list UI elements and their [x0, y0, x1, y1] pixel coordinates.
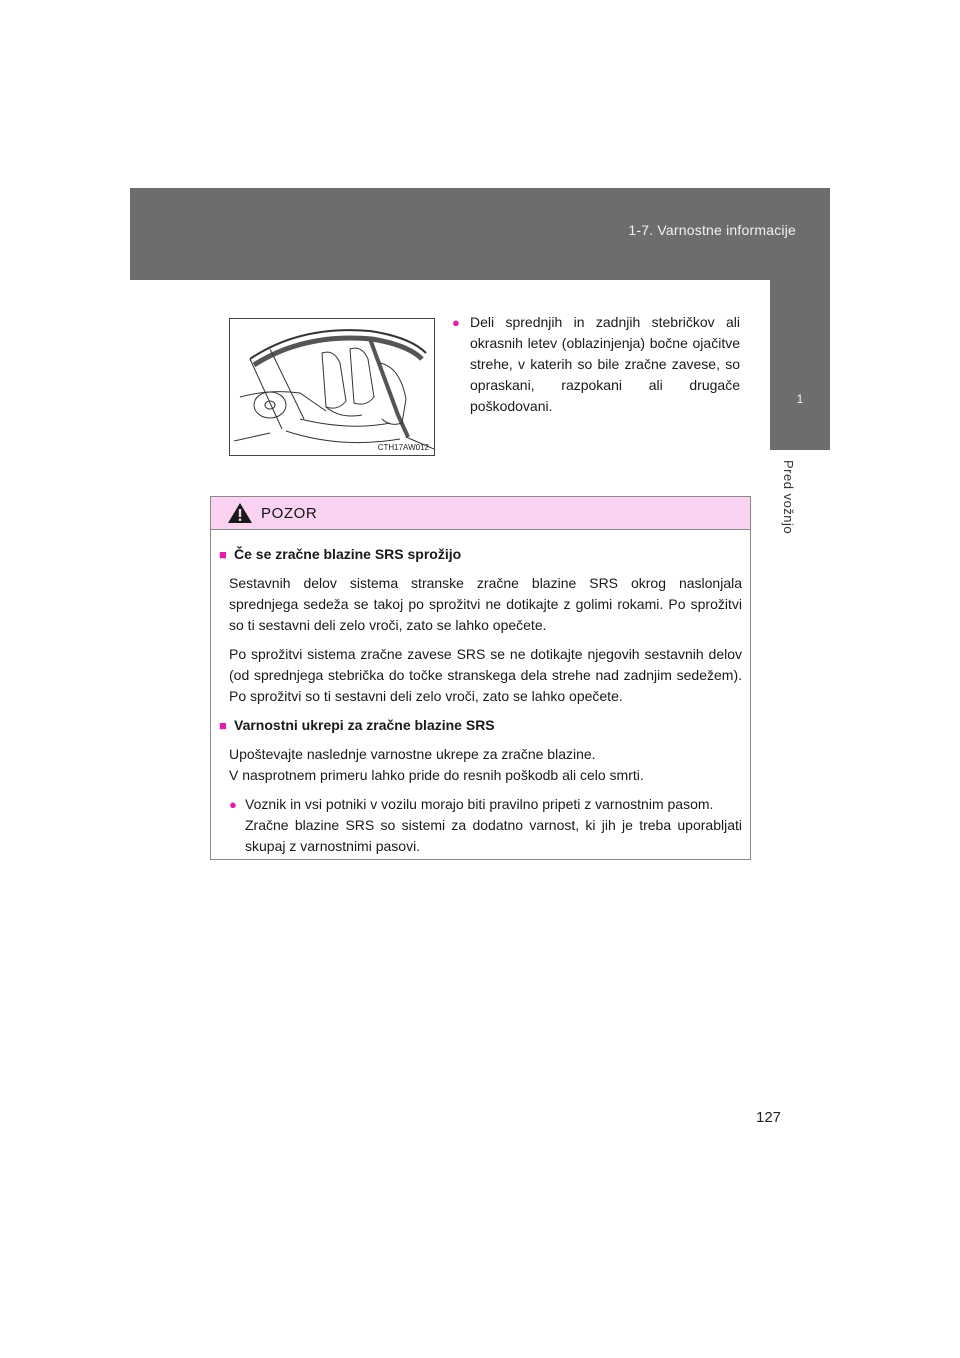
section2-intro-line1: Upoštevajte naslednje varnostne ukrepe za zračne blazine. — [229, 746, 596, 762]
section2-bullet — [229, 794, 742, 857]
car-interior-illustration — [229, 318, 435, 456]
section2-intro — [229, 744, 742, 786]
page-number: 127 — [756, 1109, 782, 1126]
warning-title: POZOR — [261, 504, 318, 522]
figure-code: CTH17AW012 — [377, 443, 429, 452]
section2-bullet-line1: Voznik in vsi potniki v vozilu morajo biti pravilno pripeti z varnostnim pasom. — [245, 796, 714, 812]
bullet-dot-icon: ● — [452, 315, 460, 330]
section2-intro-line2: V nasprotnem primeru lahko pride do resnih poškodb ali celo smrti. — [229, 767, 644, 783]
square-bullet-icon: ■ — [219, 718, 227, 733]
section1-heading: Če se zračne blazine SRS sprožijo — [234, 546, 462, 562]
bullet-dot-icon: ● — [229, 797, 237, 812]
top-bullet-text: Deli sprednjih in zadnjih stebričkov ali okrasnih letev (oblazinjenja) bočne ojačitve strehe, v katerih so bile zračne zavese, so opraskani, razpokani ali drugače poškodovani. — [470, 314, 740, 414]
section2-bullet-text — [245, 794, 742, 857]
chapter-number: 1 — [796, 392, 804, 406]
section2-heading: Varnostni ukrepi za zračne blazine SRS — [234, 717, 495, 733]
section1-paragraph2: Po sprožitvi sistema zračne zavese SRS se ne dotikajte njegovih sestavnih delov (od sprednjega stebrička do točke stranskega dela strehe nad zadnjim sedežem). Po sprožitvi so ti sestavni deli zelo vroči, zato se lahko opečete. — [229, 646, 742, 704]
chapter-tab — [770, 280, 830, 450]
curtain-airbag-drawing — [230, 319, 434, 455]
square-bullet-icon: ■ — [219, 547, 227, 562]
section-header-bar — [130, 188, 830, 280]
warning-triangle-icon — [227, 502, 253, 524]
section-title: 1-7. Varnostne informacije — [628, 222, 796, 238]
warning-body — [211, 530, 750, 857]
top-bullet — [452, 312, 740, 417]
warning-header — [211, 497, 750, 530]
chapter-label: Pred vožnjo — [781, 460, 796, 535]
section2-bullet-line2: Zračne blazine SRS so sistemi za dodatno varnost, ki jih je treba uporabljati skupaj z varnostnimi pasovi. — [245, 817, 742, 854]
section1-paragraph1: Sestavnih delov sistema stranske zračne blazine SRS okrog naslonjala sprednjega sedeža se takoj po sprožitvi ne dotikajte z golimi rokami. Po sprožitvi so ti sestavni deli zelo vroči, zato se lahko opečete. — [229, 575, 742, 633]
warning-box — [210, 496, 751, 860]
